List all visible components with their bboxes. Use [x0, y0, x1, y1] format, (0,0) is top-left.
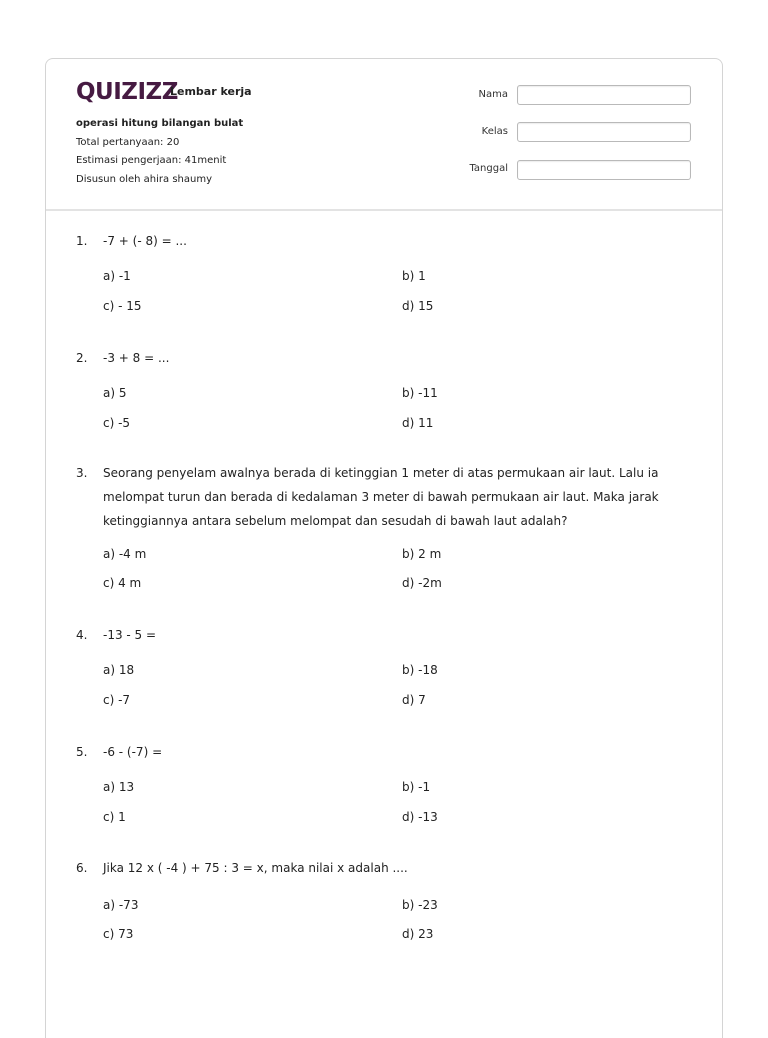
question-number: 6. — [76, 861, 88, 875]
option-b: b) -23 — [402, 898, 438, 912]
option-b: b) 1 — [402, 269, 426, 283]
worksheet-title: operasi hitung bilangan bulat — [76, 118, 244, 129]
option-a: a) 13 — [103, 780, 135, 794]
option-d: d) 23 — [402, 927, 434, 941]
question-number: 2. — [76, 351, 88, 365]
option-a: a) -1 — [103, 269, 131, 283]
question-number: 3. — [76, 466, 88, 480]
date-label: Tanggal — [469, 163, 508, 174]
worksheet-meta — [76, 115, 243, 189]
question-number: 5. — [76, 745, 88, 759]
option-c: c) -5 — [103, 416, 131, 430]
option-b: b) 2 m — [402, 547, 442, 561]
quizizz-logo: QUIZIZZ — [76, 79, 178, 105]
option-a: a) 5 — [103, 386, 127, 400]
document-type: Lembar kerja — [170, 85, 252, 98]
option-a: a) 18 — [103, 663, 135, 677]
option-d: d) 11 — [402, 416, 434, 430]
option-d: d) 7 — [402, 693, 426, 707]
option-c: c) 73 — [103, 927, 134, 941]
question-text: -3 + 8 = ... — [103, 351, 170, 365]
question-text: -6 - (-7) = — [103, 745, 163, 759]
question-text: -13 - 5 = — [103, 628, 157, 642]
option-d: d) -13 — [402, 810, 438, 824]
question-number: 1. — [76, 234, 88, 248]
question-text: Jika 12 x ( -4 ) + 75 : 3 = x, maka nilai x adalah .... — [103, 861, 408, 875]
class-label: Kelas — [481, 126, 508, 137]
name-field[interactable] — [517, 85, 691, 105]
class-field[interactable] — [517, 122, 691, 142]
option-a: a) -73 — [103, 898, 139, 912]
option-b: b) -11 — [402, 386, 438, 400]
question-text: Seorang penyelam awalnya berada di ketinggian 1 meter di atas permukaan air laut. Lalu ia melompat turun dan berada di kedalaman 3 meter di bawah permukaan air laut. Maka jarak ketinggiannya antara sebelum melompat dan sesudah di bawah laut adalah? — [103, 466, 659, 528]
question-number: 4. — [76, 628, 88, 642]
option-c: c) 1 — [103, 810, 126, 824]
author: Disusun oleh ahira shaumy — [76, 173, 212, 185]
option-b: b) -18 — [402, 663, 438, 677]
name-label: Nama — [478, 89, 508, 100]
worksheet-page — [45, 58, 723, 1038]
time-estimate: Estimasi pengerjaan: 41menit — [76, 155, 227, 166]
option-c: c) - 15 — [103, 299, 142, 313]
question-text: -7 + (- 8) = ... — [103, 234, 187, 248]
option-d: d) -2m — [402, 576, 442, 590]
option-a: a) -4 m — [103, 547, 147, 561]
worksheet-header — [46, 59, 722, 211]
option-c: c) 4 m — [103, 576, 142, 590]
total-questions: Total pertanyaan: 20 — [76, 136, 180, 148]
option-b: b) -1 — [402, 780, 431, 794]
date-field[interactable] — [517, 160, 691, 180]
option-d: d) 15 — [402, 299, 434, 313]
option-c: c) -7 — [103, 693, 131, 707]
